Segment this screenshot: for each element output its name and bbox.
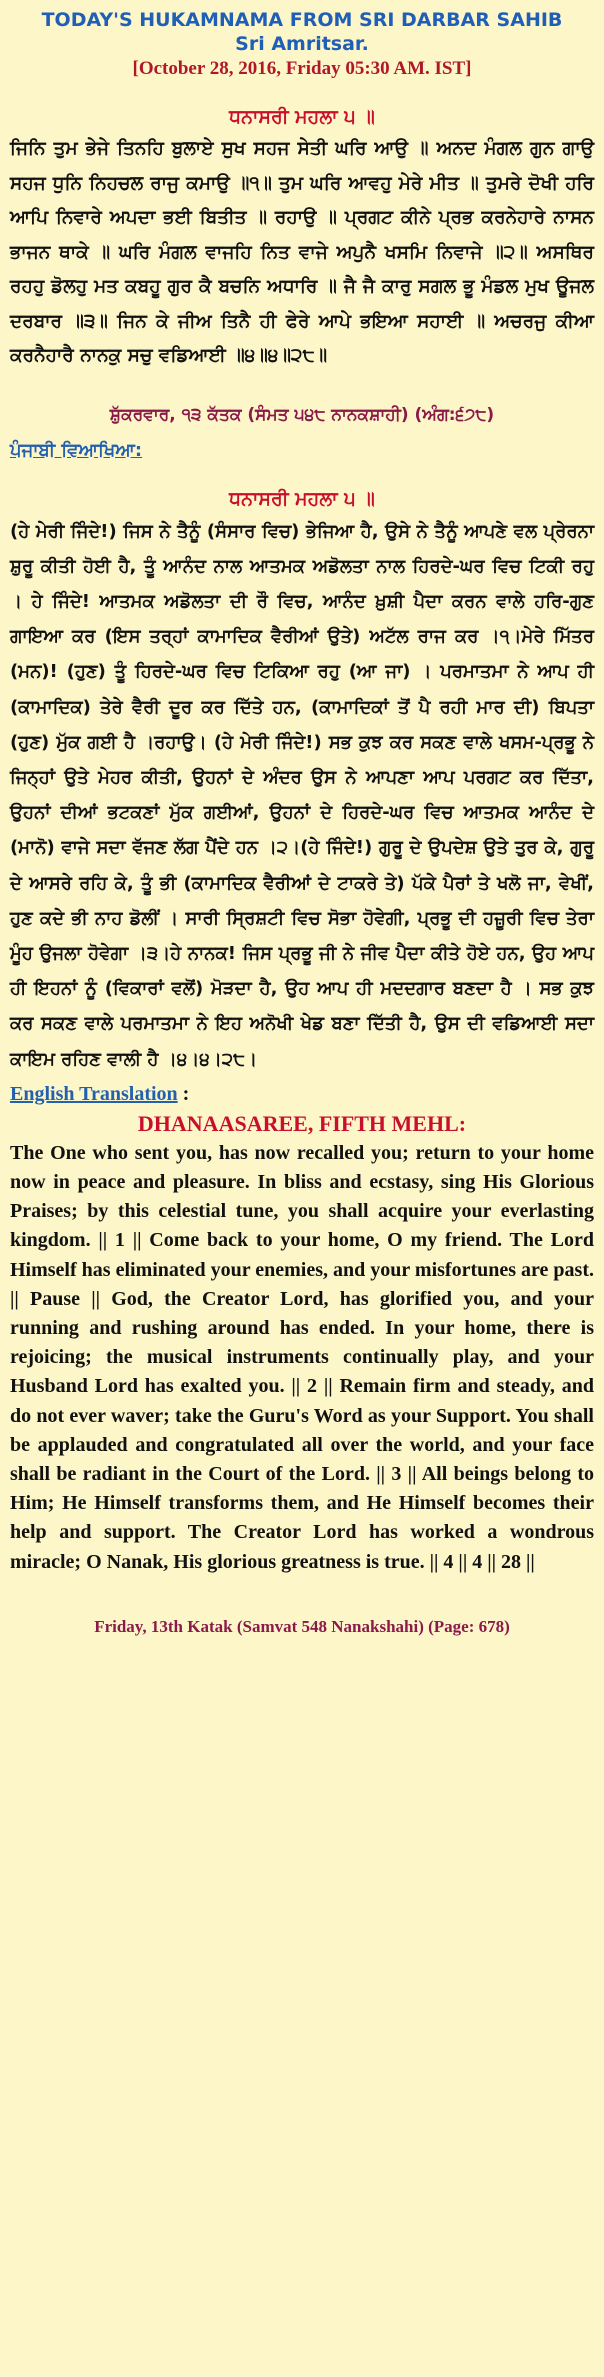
gurbani-text: ਜਿਨਿ ਤੁਮ ਭੇਜੇ ਤਿਨਹਿ ਬੁਲਾਏ ਸੁਖ ਸਹਜ ਸੇਤੀ ਘਰਿ ਆਉ ॥ ਅਨਦ ਮੰਗਲ ਗੁਨ ਗਾਉ ਸਹਜ ਧੁਨਿ ਨਿਹਚਲ ਰਾਜੁ ਕਮਾਉ ॥੧॥ ਤੁਮ ਘਰਿ ਆਵਹੁ ਮੇਰੇ ਮੀਤ ॥ ਤੁਮਰੇ ਦੋਖੀ ਹਰਿ ਆਪਿ ਨਿਵਾਰੇ ਅਪਦਾ ਭਈ ਬਿਤੀਤ ॥ ਰਹਾਉ ॥ ਪ੍ਰਗਟ ਕੀਨੇ ਪ੍ਰਭ ਕਰਨੇਹਾਰੇ ਨਾਸਨ ਭਾਜਨ ਥਾਕੇ ॥ ਘਰਿ ਮੰਗਲ ਵਾਜਹਿ ਨਿਤ ਵਾਜੇ ਅਪੁਨੈ ਖਸਮਿ ਨਿਵਾਜੇ ॥੨॥ ਅਸਥਿਰ ਰਹਹੁ ਡੋਲਹੁ ਮਤ ਕਬਹੂ ਗੁਰ ਕੈ ਬਚਨਿ ਅਧਾਰਿ ॥ ਜੈ ਜੈ ਕਾਰੁ ਸਗਲ ਭੂ ਮੰਡਲ ਮੁਖ ਊਜਲ ਦਰਬਾਰ ॥੩॥ ਜਿਨ ਕੇ ਜੀਅ ਤਿਨੈ ਹੀ ਫੇਰੇ ਆਪੇ ਭਇਆ ਸਹਾਈ ॥ ਅਚਰਜੁ ਕੀਆ ਕਰਨੈਹਾਰੈ ਨਾਨਕੁ ਸਚੁ ਵਡਿਆਈ ॥੪॥੪॥੨੮॥ [10, 138, 594, 366]
english-title-colon: : [177, 1082, 190, 1105]
punjabi-explanation-title: ਪੰਜਾਬੀ ਵਿਆਖਿਆ: [10, 439, 143, 461]
punjabi-date: ਸ਼ੁੱਕਰਵਾਰ, ੧੩ ਕੱਤਕ (ਸੰਮਤ ੫੪੮ ਨਾਨਕਸ਼ਾਹੀ) (ਅੰਗ:੬੭੮) [109, 404, 495, 425]
punjabi-heading: ਧਨਾਸਰੀ ਮਹਲਾ ੫ ॥ [229, 487, 375, 510]
english-title-label: English Translation [10, 1082, 178, 1105]
english-translation-title [10, 1081, 594, 1107]
punjabi-explanation-text: (ਹੇ ਮੇਰੀ ਜਿੰਦੇ!) ਜਿਸ ਨੇ ਤੈਨੂੰ (ਸੰਸਾਰ ਵਿਚ) ਭੇਜਿਆ ਹੈ, ਉਸੇ ਨੇ ਤੈਨੂੰ ਆਪਣੇ ਵਲ ਪ੍ਰੇਰਨਾ ਸ਼ੁਰੂ ਕੀਤੀ ਹੋਈ ਹੈ, ਤੂੰ ਆਨੰਦ ਨਾਲ ਆਤਮਕ ਅਡੋਲਤਾ ਨਾਲ ਹਿਰਦੇ-ਘਰ ਵਿਚ ਟਿਕੀ ਰਹੁ । ਹੇ ਜਿੰਦੇ! ਆਤਮਕ ਅਡੋਲਤਾ ਦੀ ਰੌ ਵਿਚ, ਆਨੰਦ ਖ਼ੁਸ਼ੀ ਪੈਦਾ ਕਰਨ ਵਾਲੇ ਹਰਿ-ਗੁਣ ਗਾਇਆ ਕਰ (ਇਸ ਤਰ੍ਹਾਂ ਕਾਮਾਦਿਕ ਵੈਰੀਆਂ ਉਤੇ) ਅਟੱਲ ਰਾਜ ਕਰ ।੧।ਮੇਰੇ ਮਿੱਤਰ (ਮਨ)! (ਹੁਣ) ਤੂੰ ਹਿਰਦੇ-ਘਰ ਵਿਚ ਟਿਕਿਆ ਰਹੁ (ਆ ਜਾ) । ਪਰਮਾਤਮਾ ਨੇ ਆਪ ਹੀ (ਕਾਮਾਦਿਕ) ਤੇਰੇ ਵੈਰੀ ਦੂਰ ਕਰ ਦਿੱਤੇ ਹਨ, (ਕਾਮਾਦਿਕਾਂ ਤੋਂ ਪੈ ਰਹੀ ਮਾਰ ਦੀ) ਬਿਪਤਾ (ਹੁਣ) ਮੁੱਕ ਗਈ ਹੈ ।ਰਹਾਉ। (ਹੇ ਮੇਰੀ ਜਿੰਦੇ!) ਸਭ ਕੁਝ ਕਰ ਸਕਣ ਵਾਲੇ ਖਸਮ-ਪ੍ਰਭੂ ਨੇ ਜਿਨ੍ਹਾਂ ਉਤੇ ਮੇਹਰ ਕੀਤੀ, ਉਹਨਾਂ ਦੇ ਅੰਦਰ ਉਸ ਨੇ ਆਪਣਾ ਆਪ ਪਰਗਟ ਕਰ ਦਿੱਤਾ, ਉਹਨਾਂ ਦੀਆਂ ਭਟਕਣਾਂ ਮੁੱਕ ਗਈਆਂ, ਉਹਨਾਂ ਦੇ ਹਿਰਦੇ-ਘਰ ਵਿਚ ਆਤਮਕ ਆਨੰਦ ਦੇ (ਮਾਨੋ) ਵਾਜੇ ਸਦਾ ਵੱਜਣ ਲੱਗ ਪੈਂਦੇ ਹਨ ।੨।(ਹੇ ਜਿੰਦੇ!) ਗੁਰੂ ਦੇ ਉਪਦੇਸ਼ ਉਤੇ ਤੁਰ ਕੇ, ਗੁਰੂ ਦੇ ਆਸਰੇ ਰਹਿ ਕੇ, ਤੂੰ ਭੀ (ਕਾਮਾਦਿਕ ਵੈਰੀਆਂ ਦੇ ਟਾਕਰੇ ਤੇ) ਪੱਕੇ ਪੈਰਾਂ ਤੇ ਖਲੋ ਜਾ, ਵੇਖੀਂ, ਹੁਣ ਕਦੇ ਭੀ ਨਾਹ ਡੋਲੀਂ । ਸਾਰੀ ਸ੍ਰਿਸ਼ਟੀ ਵਿਚ ਸੋਭਾ ਹੋਵੇਗੀ, ਪ੍ਰਭੂ ਦੀ ਹਜ਼ੂਰੀ ਵਿਚ ਤੇਰਾ ਮੂੰਹ ਉਜਲਾ ਹੋਵੇਗਾ ।੩।ਹੇ ਨਾਨਕ! ਜਿਸ ਪ੍ਰਭੂ ਜੀ ਨੇ ਜੀਵ ਪੈਦਾ ਕੀਤੇ ਹੋਏ ਹਨ, ਉਹ ਆਪ ਹੀ ਇਹਨਾਂ ਨੂੰ (ਵਿਕਾਰਾਂ ਵਲੋਂ) ਮੋੜਦਾ ਹੈ, ਉਹ ਆਪ ਹੀ ਮਦਦਗਾਰ ਬਣਦਾ ਹੈ । ਸਭ ਕੁਝ ਕਰ ਸਕਣ ਵਾਲੇ ਪਰਮਾਤਮਾ ਨੇ ਇਹ ਅਨੋਖੀ ਖੇਡ ਬਣਾ ਦਿੱਤੀ ਹੈ, ਉਸ ਦੀ ਵਡਿਆਈ ਸਦਾ ਕਾਇਮ ਰਹਿਣ ਵਾਲੀ ਹੈ ।੪।੪।੨੮। [10, 520, 594, 1070]
header-title: TODAY'S HUKAMNAMA FROM SRI DARBAR SAHIB [41, 9, 563, 31]
footer-date: Friday, 13th Katak (Samvat 548 Nanakshahi) (Page: 678) [94, 1616, 510, 1636]
english-translation-text: The One who sent you, has now recalled you; return to your home now in peace and pleasure. In bliss and ecstasy, sing His Glorious Praises; by this celestial tune, you shall acquire your everlasting kingdom. || 1 || Come back to your home, O my friend. The Lord Himself has eliminated your enemies, and your misfortunes are past. || Pause || God, the Creator Lord, has glorified you, and your running and rushing around has ended. In your home, there is rejoicing; the musical instruments continually play, and your Husband Lord has exalted you. || 2 || Remain firm and steady, and do not ever waver; take the Guru's Word as your Support. You shall be applauded and congratulated all over the world, and your face shall be radiant in the Court of the Lord. || 3 || All beings belong to Him; He Himself transforms them, and He Himself becomes their help and support. The Creator Lord has worked a wondrous miracle; O Nanak, His glorious greatness is true. || 4 || 4 || 28 || [10, 1141, 594, 1573]
gurbani-heading: ਧਨਾਸਰੀ ਮਹਲਾ ੫ ॥ [229, 106, 375, 128]
header-date: [October 28, 2016, Friday 05:30 AM. IST] [132, 58, 472, 79]
header-location: Sri Amritsar. [235, 33, 369, 55]
english-heading: DHANAASAREE, FIFTH MEHL: [137, 1110, 467, 1136]
